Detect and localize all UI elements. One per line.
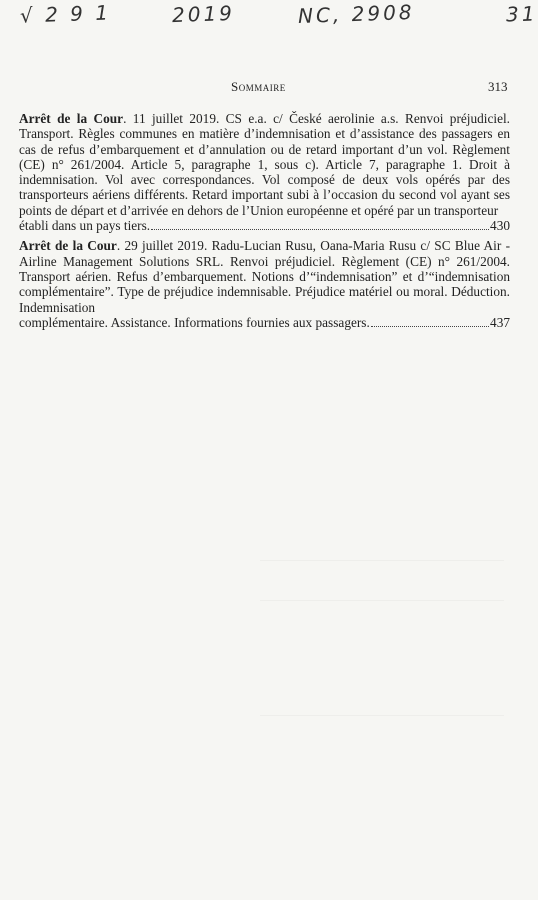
toc-entry xyxy=(19,111,510,233)
bleed-through-line xyxy=(260,600,504,601)
handwritten-annotation: √ 2 9 1 xyxy=(19,0,112,28)
page-number: 313 xyxy=(488,79,508,94)
handwritten-annotation: 31 xyxy=(505,1,538,27)
header-title: Sommaire xyxy=(231,79,286,94)
entry-last-text: établi dans un pays tiers. xyxy=(19,218,151,234)
dot-leader xyxy=(371,326,489,327)
toc-entry xyxy=(19,238,510,330)
entry-last-line xyxy=(19,315,510,330)
table-of-contents xyxy=(19,111,510,335)
bleed-through-line xyxy=(260,560,504,561)
bleed-through-line xyxy=(260,715,504,716)
entry-body: . 11 juillet 2019. CS e.a. c/ České aerolinie a.s. Renvoi préjudiciel. Transport. Règles communes en matière d’indemnisation et d’assistance des passagers en cas de refus d’embarquement et d’annulation ou de retard important d’un vol. Règlement (CE) n° 261/2004. Article 5, paragraphe 1, sous c). Article 7, paragraphe 1. Droit à indemnisation. Vol avec correspondances. Vol composé de deux vols opérés par des transporteurs aériens différents. Retard important subi à l’occasion du second vol ayant ses points de départ et d’arrivée en dehors de l’Union européenne et opéré par un transporteur xyxy=(19,111,510,218)
entry-lead: Arrêt de la Cour xyxy=(19,111,124,126)
handwritten-annotation: 2019 xyxy=(171,0,236,28)
entry-last-line xyxy=(19,218,510,233)
entry-lead: Arrêt de la Cour xyxy=(19,238,117,254)
running-header xyxy=(0,79,534,95)
handwritten-annotation: NC, 2908 xyxy=(297,0,415,29)
entry-body: . 29 juillet 2019. Radu-Lucian Rusu, Oana-Maria Rusu c/ SC Blue Air - Airline Management Solutions SRL. Renvoi préjudiciel. Règlement (CE) n° 261/2004. Transport aérien. Refus d’embarquement. Notions d’“indemnisation” et d’“indemnisation complémentaire”. Type de préjudice indemnisable. Préjudice matériel ou moral. Déduction. Indemnisation xyxy=(19,238,510,315)
dot-leader xyxy=(151,229,489,230)
entry-last-text: complémentaire. Assistance. Informations fournies aux passagers. xyxy=(19,314,370,330)
entry-page-ref: 430 xyxy=(490,218,510,234)
entry-page-ref: 437 xyxy=(490,314,510,330)
